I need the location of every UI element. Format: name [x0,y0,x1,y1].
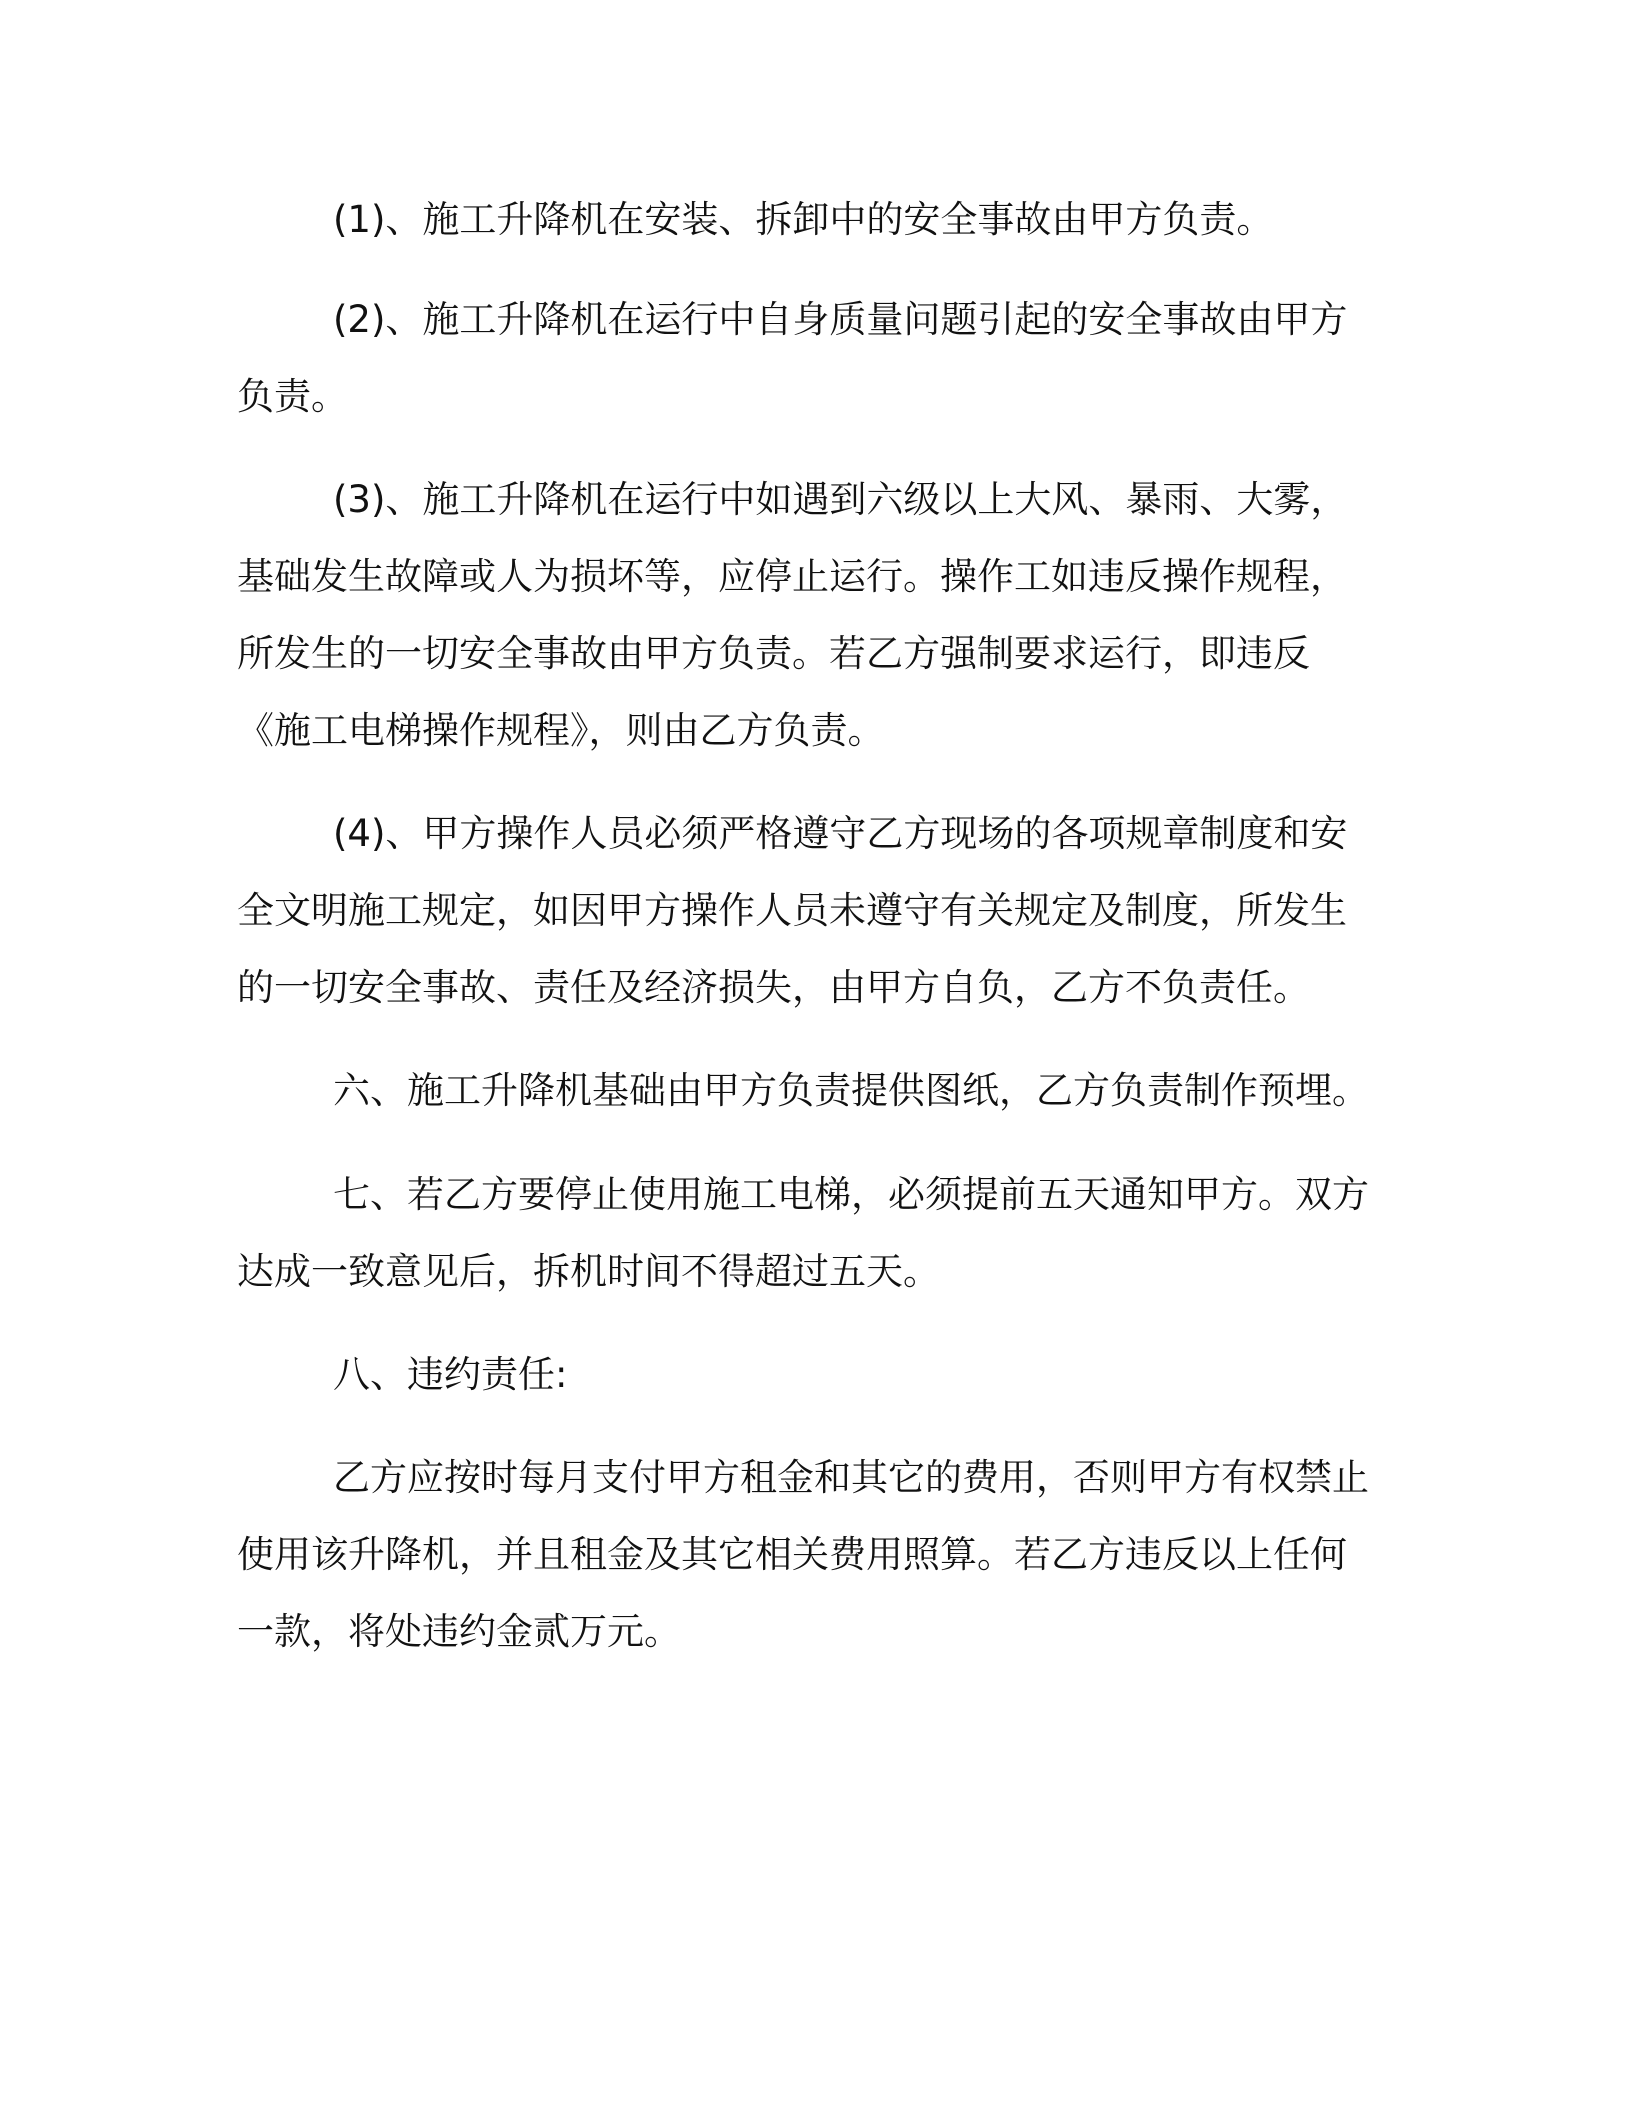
clause-2-line-1: (2)、施工升降机在运行中自身质量问题引起的安全事故由甲方 [333,298,1348,341]
clause-3-line-2: 基础发生故障或人为损坏等，应停止运行。操作工如违反操作规程， [237,555,1347,598]
penalty-line-3: 一款，将处违约金贰万元。 [237,1610,681,1653]
clause-3-line-3: 所发生的一切安全事故由甲方负责。若乙方强制要求运行，即违反 [237,632,1310,675]
section-7-line-2: 达成一致意见后，拆机时间不得超过五天。 [237,1250,940,1293]
clause-2-line-2: 负责。 [237,375,348,418]
section-7-line-1: 七、若乙方要停止使用施工电梯，必须提前五天通知甲方。双方 [333,1173,1369,1216]
penalty-line-2: 使用该升降机，并且租金及其它相关费用照算。若乙方违反以上任何 [237,1533,1347,1576]
penalty-line-1: 乙方应按时每月支付甲方租金和其它的费用，否则甲方有权禁止 [333,1456,1369,1499]
clause-3-line-1: (3)、施工升降机在运行中如遇到六级以上大风、暴雨、大雾， [333,478,1348,521]
section-6-line-1: 六、施工升降机基础由甲方负责提供图纸，乙方负责制作预埋。 [333,1069,1369,1112]
clause-1-line-1: (1)、施工升降机在安装、拆卸中的安全事故由甲方负责。 [333,198,1274,241]
clause-4-line-3: 的一切安全事故、责任及经济损失，由甲方自负，乙方不负责任。 [237,966,1310,1009]
clause-4-line-1: (4)、甲方操作人员必须严格遵守乙方现场的各项规章制度和安 [333,812,1348,855]
section-8-heading: 八、违约责任: [333,1353,568,1396]
clause-4-line-2: 全文明施工规定，如因甲方操作人员未遵守有关规定及制度，所发生 [237,889,1347,932]
clause-3-line-4: 《施工电梯操作规程》，则由乙方负责。 [237,709,885,752]
